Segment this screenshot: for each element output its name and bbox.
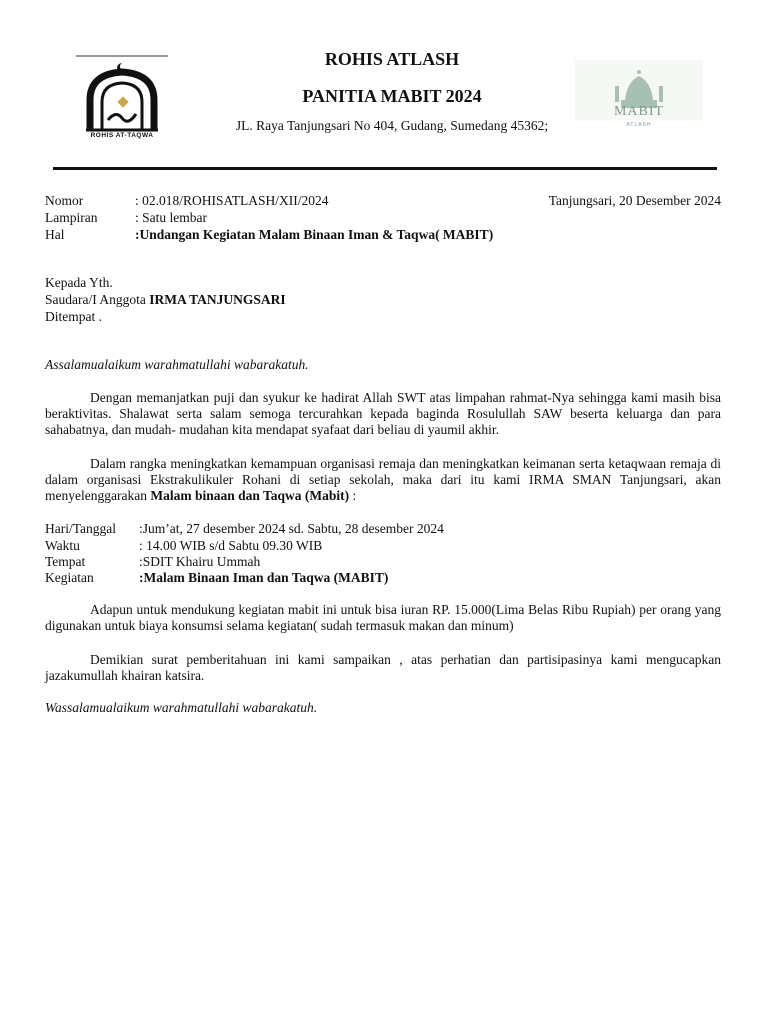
nomor-row [45,193,721,209]
paragraph-1 [45,390,721,438]
recipient-line-2 [45,292,721,308]
recipient-name: IRMA TANJUNGSARI [149,292,286,307]
paragraph-3-text: Adapun untuk mendukung kegiatan mabit ini untuk bisa iuran RP. 15.000(Lima Belas Ribu Rupiah) per orang yang digunakan untuk biaya konsumsi selama kegiatan( sudah termasuk makan dan minum) [45,602,721,633]
schedule-label: Waktu [45,538,80,553]
rohis-logo [72,52,172,152]
committee-title: PANITIA MABIT 2024 [302,86,482,106]
nomor-label: Nomor [45,193,84,208]
letter-date: Tanjungsari, 20 Desember 2024 [548,193,721,208]
schedule-row [45,521,721,537]
org-name: ROHIS ATLASH [324,49,460,69]
schedule-value: :SDIT Khairu Ummah [139,554,261,569]
nomor-value: : 02.018/ROHISATLASH/XII/2024 [135,193,329,208]
recipient-line-3: Ditempat . [45,309,102,324]
schedule-row [45,570,721,586]
lampiran-value: : Satu lembar [135,210,207,225]
lampiran-row [45,210,721,226]
paragraph-2 [45,456,721,504]
greeting: Assalamualaikum warahmatullahi wabarakatuh. [45,357,309,372]
schedule-row [45,554,721,570]
paragraph-4-text: Demikian surat pemberitahuan ini kami sampaikan , atas perhatian dan partisipasinya kami mengucapkan jazakumullah khairan katsira. [45,652,721,683]
recipient-prefix: Saudara/I Anggota [45,292,150,307]
schedule-label: Tempat [45,554,86,569]
mabit-logo-text: MABIT [613,104,665,119]
header-divider [53,167,717,170]
paragraph-1-text: Dengan memanjatkan puji dan syukur ke hadirat Allah SWT atas limpahan rahmat-Nya sehingga kami masih bisa beraktivitas. Shalawat serta salam semoga tercurahkan kepada baginda Rosulullah SAW beserta keluarga dan para sahabatnya, dan mudah- mudahan kita mendapat syafaat dari beliau di yaumil akhir. [45,390,721,437]
hal-value: :Undangan Kegiatan Malam Binaan Iman & Taqwa( MABIT) [135,227,494,242]
schedule-row [45,538,721,554]
schedule-value: : 14.00 WIB s/d Sabtu 09.30 WIB [139,538,323,553]
paragraph-2-bold: Malam binaan dan Taqwa (Mabit) [150,488,350,503]
mabit-logo [575,60,703,148]
hal-label: Hal [45,227,65,242]
paragraph-3 [45,602,721,634]
recipient-line-1: Kepada Yth. [45,275,113,290]
hal-row [45,227,721,243]
paragraph-2-text: Dalam rangka meningkatkan kemampuan organisasi remaja dan meningkatkan keimanan serta ketaqwaan remaja di dalam organisasi Ekstrakulikuler Rohani di setiap sekolah, maka dari itu kami IRMA SMAN Tanjungsari, akan menyelenggarakan [45,456,721,503]
paragraph-4 [45,652,721,684]
schedule-label: Hari/Tanggal [45,521,117,536]
schedule-label: Kegiatan [45,570,94,585]
lampiran-label: Lampiran [45,210,98,225]
org-address: JL. Raya Tanjungsari No 404, Gudang, Sumedang 45362; [235,118,549,133]
schedule-value: :Malam Binaan Iman dan Taqwa (MABIT) [139,570,389,585]
paragraph-2-end: : [349,488,357,503]
logo-caption: ROHIS AT-TAQWA [90,132,154,139]
closing: Wassalamualaikum warahmatullahi wabarakatuh. [45,700,318,715]
mabit-logo-subtext: ATLASH [626,122,652,128]
schedule-value: :Jum’at, 27 desember 2024 sd. Sabtu, 28 desember 2024 [139,521,444,536]
